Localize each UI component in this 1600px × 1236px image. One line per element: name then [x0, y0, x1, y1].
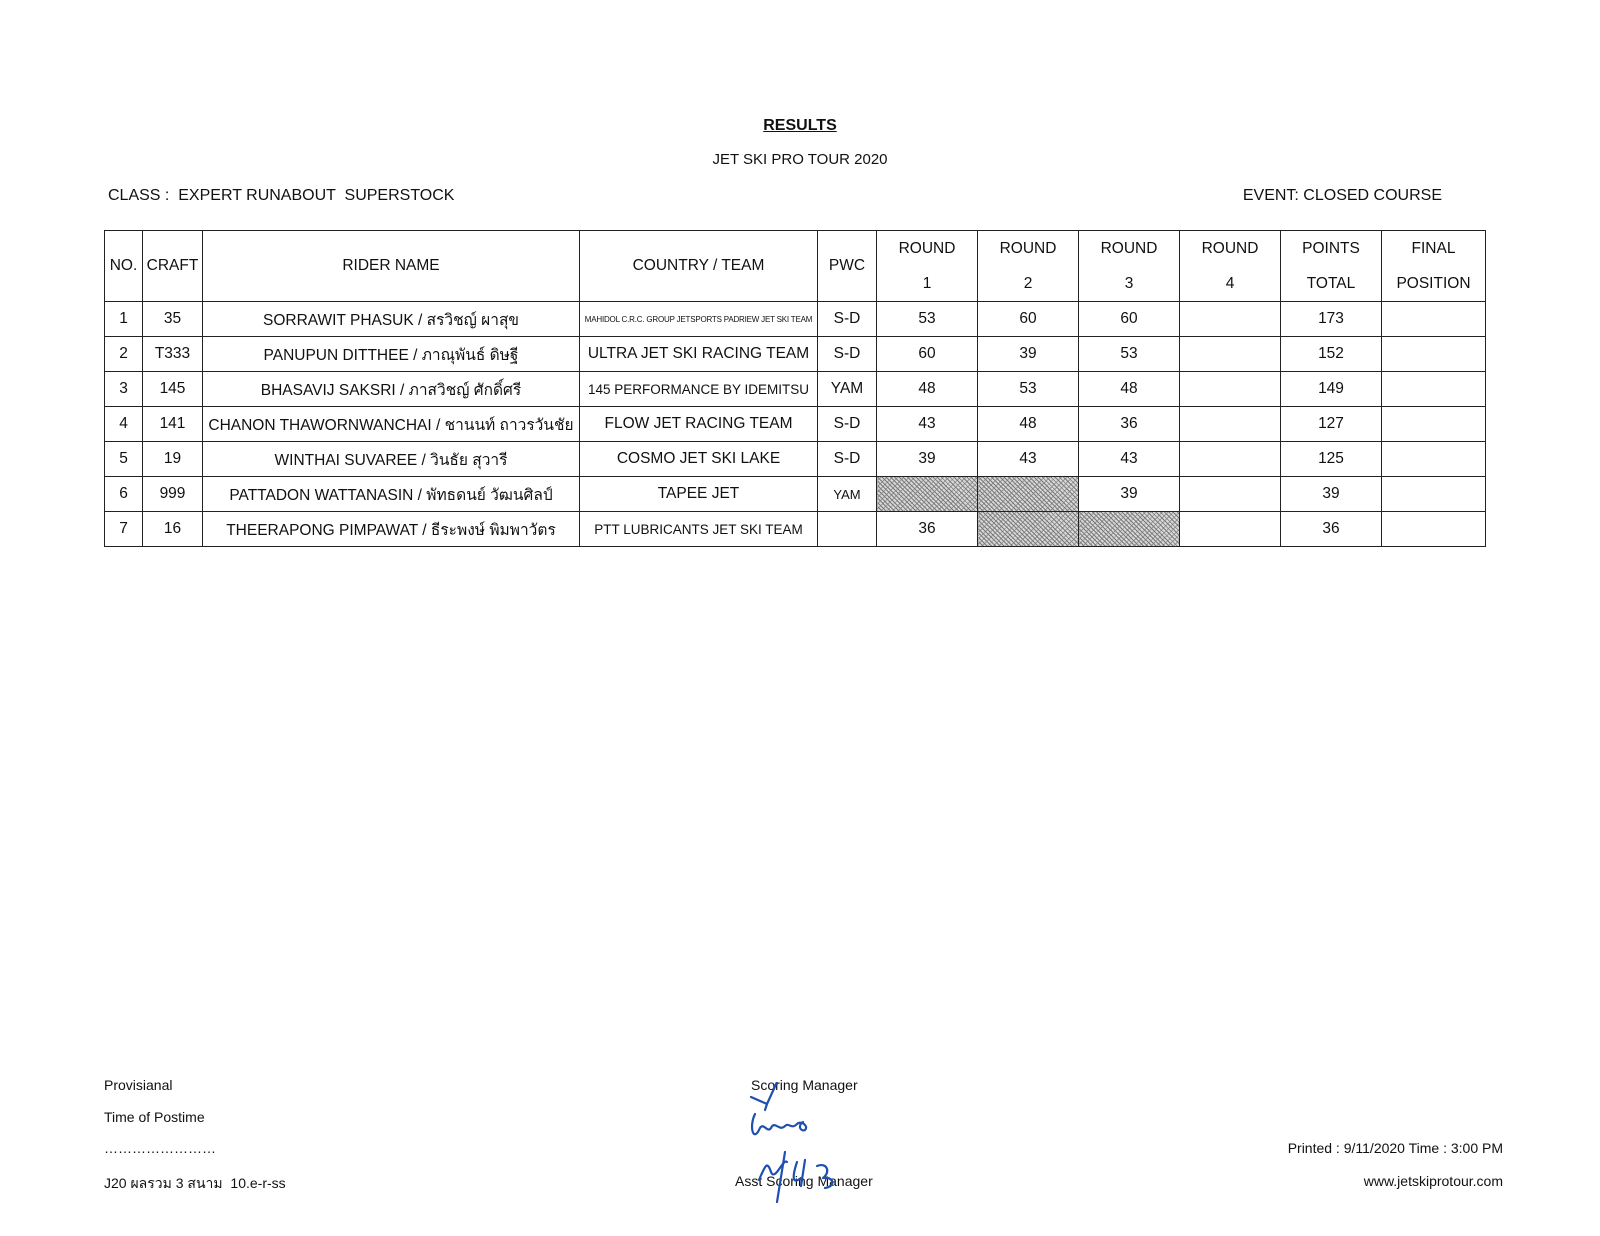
provisional-label: Provisianal [104, 1077, 173, 1093]
cell-round-2 [978, 512, 1079, 547]
table-row [105, 407, 1486, 442]
printed-timestamp: Printed : 9/11/2020 Time : 3:00 PM [1287, 1140, 1503, 1156]
cell-team: COSMO JET SKI LAKE [580, 442, 818, 477]
cell-rider-name: THEERAPONG PIMPAWAT / ธีระพงษ์ พิมพาวัตร [203, 512, 580, 547]
cell-craft: T333 [143, 337, 203, 372]
cell-team: 145 PERFORMANCE BY IDEMITSU [580, 372, 818, 407]
table-header-row [105, 231, 1486, 302]
cell-team: ULTRA JET SKI RACING TEAM [580, 337, 818, 372]
cell-round-3: 36 [1079, 407, 1180, 442]
cell-round-3: 53 [1079, 337, 1180, 372]
cell-round-1 [877, 477, 978, 512]
cell-round-1: 48 [877, 372, 978, 407]
cell-points-total: 152 [1281, 337, 1382, 372]
cell-team: TAPEE JET [580, 477, 818, 512]
cell-points-total: 149 [1281, 372, 1382, 407]
cell-round-2: 43 [978, 442, 1079, 477]
table-row [105, 302, 1486, 337]
header-round-3-line1: ROUND [1100, 239, 1158, 257]
cell-no: 3 [105, 372, 143, 407]
cell-team: FLOW JET RACING TEAM [580, 407, 818, 442]
handwritten-signature [745, 1082, 845, 1212]
cell-round-3: 48 [1079, 372, 1180, 407]
header-no: NO. [105, 231, 143, 302]
header-pwc: PWC [818, 231, 877, 302]
header-round-4-line2: 4 [1225, 274, 1235, 292]
header-round-3 [1079, 231, 1180, 302]
table-row [105, 337, 1486, 372]
cell-pwc: YAM [818, 372, 877, 407]
class-label: CLASS : EXPERT RUNABOUT SUPERSTOCK [108, 187, 455, 204]
cell-no: 2 [105, 337, 143, 372]
cell-final-position [1382, 442, 1486, 477]
page-title: RESULTS [763, 117, 837, 134]
cell-rider-name: PANUPUN DITTHEE / ภาณุพันธ์ ดิษฐี [203, 337, 580, 372]
table-row [105, 477, 1486, 512]
header-round-2 [978, 231, 1079, 302]
cell-points-total: 125 [1281, 442, 1382, 477]
event-label: EVENT: CLOSED COURSE [1242, 187, 1442, 204]
header-craft: CRAFT [143, 231, 203, 302]
header-round-3-line2: 3 [1124, 274, 1134, 292]
cell-round-4 [1180, 477, 1281, 512]
cell-rider-name: CHANON THAWORNWANCHAI / ชานนท์ ถาวรวันชัย [203, 407, 580, 442]
cell-final-position [1382, 407, 1486, 442]
dotted-line: …………………… [104, 1140, 216, 1156]
cell-points-total: 39 [1281, 477, 1382, 512]
website-link[interactable]: www.jetskiprotour.com [1363, 1173, 1503, 1189]
cell-team: MAHIDOL C.R.C. GROUP JETSPORTS PADRIEW JET SKI TEAM [580, 302, 818, 337]
cell-pwc [818, 512, 877, 547]
cell-no: 7 [105, 512, 143, 547]
cell-round-1: 53 [877, 302, 978, 337]
cell-round-2: 39 [978, 337, 1079, 372]
cell-pwc: S-D [818, 337, 877, 372]
cell-craft: 16 [143, 512, 203, 547]
cell-team: PTT LUBRICANTS JET SKI TEAM [580, 512, 818, 547]
table-row [105, 442, 1486, 477]
scoring-manager-label: Scoring Manager [751, 1077, 858, 1093]
cell-round-2: 53 [978, 372, 1079, 407]
cell-final-position [1382, 302, 1486, 337]
header-round-1 [877, 231, 978, 302]
cell-round-4 [1180, 372, 1281, 407]
cell-craft: 999 [143, 477, 203, 512]
tour-subtitle: JET SKI PRO TOUR 2020 [712, 151, 888, 168]
cell-round-1: 36 [877, 512, 978, 547]
cell-craft: 19 [143, 442, 203, 477]
asst-scoring-manager-label: Asst Scoring Manager [735, 1173, 873, 1189]
header-final-line2: POSITION [1396, 274, 1471, 292]
header-round-4-line1: ROUND [1201, 239, 1259, 257]
cell-round-2: 48 [978, 407, 1079, 442]
cell-pwc: S-D [818, 302, 877, 337]
cell-round-3 [1079, 512, 1180, 547]
cell-round-1: 39 [877, 442, 978, 477]
cell-rider-name: SORRAWIT PHASUK / สรวิชญ์ ผาสุข [203, 302, 580, 337]
cell-no: 4 [105, 407, 143, 442]
cell-points-total: 127 [1281, 407, 1382, 442]
header-round-2-line1: ROUND [999, 239, 1057, 257]
header-final-line1: FINAL [1411, 239, 1456, 257]
cell-no: 1 [105, 302, 143, 337]
cell-pwc: S-D [818, 442, 877, 477]
file-reference: J20 ผลรวม 3 สนาม 10.e-r-ss [104, 1175, 286, 1191]
cell-round-4 [1180, 337, 1281, 372]
header-final-position [1382, 231, 1486, 302]
time-of-postime-label: Time of Postime [104, 1109, 205, 1125]
header-points-line1: POINTS [1302, 239, 1360, 257]
cell-round-1: 43 [877, 407, 978, 442]
cell-final-position [1382, 512, 1486, 547]
cell-round-3: 43 [1079, 442, 1180, 477]
cell-round-1: 60 [877, 337, 978, 372]
header-country-team: COUNTRY / TEAM [580, 231, 818, 302]
cell-points-total: 36 [1281, 512, 1382, 547]
cell-points-total: 173 [1281, 302, 1382, 337]
cell-final-position [1382, 337, 1486, 372]
header-rider-name: RIDER NAME [203, 231, 580, 302]
header-round-1-line1: ROUND [898, 239, 956, 257]
cell-round-2: 60 [978, 302, 1079, 337]
cell-craft: 145 [143, 372, 203, 407]
cell-final-position [1382, 477, 1486, 512]
cell-pwc: YAM [818, 477, 877, 512]
cell-craft: 35 [143, 302, 203, 337]
cell-round-3: 60 [1079, 302, 1180, 337]
cell-no: 5 [105, 442, 143, 477]
cell-rider-name: BHASAVIJ SAKSRI / ภาสวิชญ์ ศักดิ์ศรี [203, 372, 580, 407]
cell-round-3: 39 [1079, 477, 1180, 512]
header-round-4 [1180, 231, 1281, 302]
cell-rider-name: PATTADON WATTANASIN / พัทธดนย์ วัฒนศิลป์ [203, 477, 580, 512]
header-round-2-line2: 2 [1023, 274, 1033, 292]
header-round-1-line2: 1 [922, 274, 932, 292]
table-row [105, 512, 1486, 547]
cell-round-2 [978, 477, 1079, 512]
cell-pwc: S-D [818, 407, 877, 442]
cell-no: 6 [105, 477, 143, 512]
cell-round-4 [1180, 442, 1281, 477]
cell-rider-name: WINTHAI SUVAREE / วินธัย สุวารี [203, 442, 580, 477]
table-row [105, 372, 1486, 407]
cell-final-position [1382, 372, 1486, 407]
header-points-line2: TOTAL [1306, 274, 1356, 292]
cell-craft: 141 [143, 407, 203, 442]
header-points-total [1281, 231, 1382, 302]
results-table [104, 230, 1486, 547]
cell-round-4 [1180, 302, 1281, 337]
cell-round-4 [1180, 512, 1281, 547]
cell-round-4 [1180, 407, 1281, 442]
